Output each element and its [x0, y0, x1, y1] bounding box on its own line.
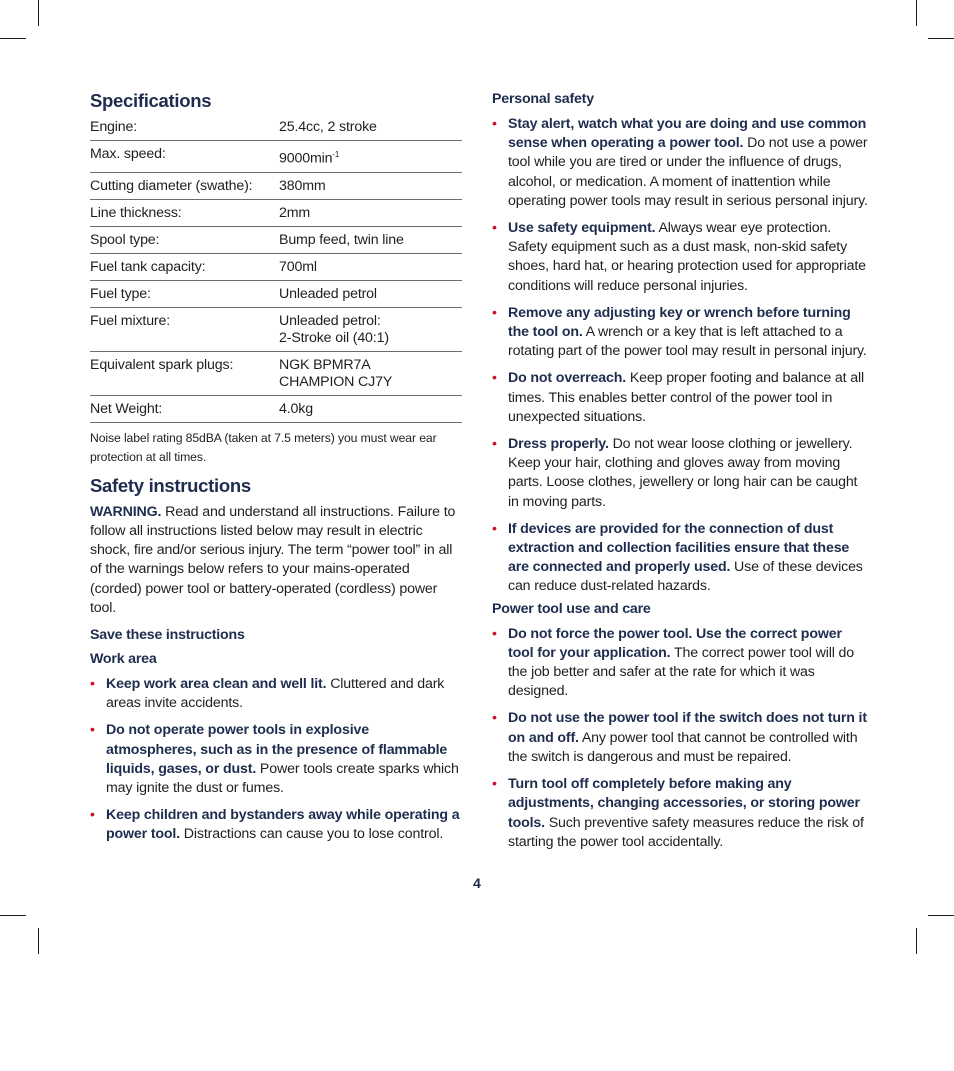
bullet-text	[508, 435, 870, 512]
bullet-body: Use of these devices can reduce dust-related hazards.	[508, 559, 863, 595]
bullet-item	[492, 219, 870, 296]
bullet-text	[508, 219, 870, 296]
bullet-item	[492, 304, 870, 362]
crop-mark	[0, 38, 26, 39]
spec-value	[279, 172, 462, 199]
bullet-bold-lead: If devices are provided for the connection of dust extraction and collection facilities ensure that these are connected and properly used.	[508, 520, 850, 576]
bullet-body: A wrench or a key that is left attached to a rotating part of the power tool may result in personal injury.	[508, 324, 867, 360]
spec-label: Net Weight:	[90, 395, 279, 422]
noise-note: Noise label rating 85dBA (taken at 7.5 meters) you must wear ear protection at all times.	[90, 430, 437, 464]
spec-row	[90, 280, 462, 307]
bullet-body: The correct power tool will do the job better and safer at the rate for which it was designed.	[508, 644, 854, 700]
spec-value	[279, 226, 462, 253]
spec-row	[90, 226, 462, 253]
crop-mark	[916, 928, 917, 954]
spec-row	[90, 141, 462, 173]
bullet-text	[508, 709, 870, 767]
bullet-text	[508, 625, 870, 702]
bullet-text	[508, 369, 870, 427]
spec-value	[279, 307, 462, 351]
bullet-text	[508, 520, 870, 597]
power-tool-use-list	[492, 625, 870, 852]
spec-value	[279, 395, 462, 422]
right-column	[492, 88, 870, 860]
bullet-bold-lead: Dress properly.	[508, 436, 609, 453]
spec-value-text: 25.4cc, 2 stroke	[279, 119, 377, 135]
bullet-bold-lead: Remove any adjusting key or wrench before turning the tool on.	[508, 304, 851, 341]
bullet-bold-lead: Do not use the power tool if the switch does not turn it on and off.	[508, 710, 867, 746]
warning-label: WARNING.	[90, 503, 162, 520]
work-area-heading: Work area	[90, 650, 157, 667]
spec-value	[279, 253, 462, 280]
spec-label: Fuel mixture:	[90, 307, 279, 351]
left-column	[90, 88, 462, 853]
personal-safety-heading: Personal safety	[492, 91, 594, 107]
bullet-body: Do not wear loose clothing or jewellery. Keep your hair, clothing and gloves away from moving parts. Loose clothes, jewellery or long hair can be caught in moving parts.	[508, 436, 858, 510]
bullet-item	[492, 775, 870, 852]
spec-row	[90, 307, 462, 351]
bullet-text	[106, 721, 462, 798]
bullet-bold-lead: Do not operate power tools in explosive atmospheres, such as in the presence of flammable liquids, gases, or dust.	[106, 722, 448, 777]
spec-value-text: 380mm	[279, 177, 326, 194]
spec-label: Line thickness:	[90, 199, 279, 226]
crop-mark	[928, 915, 954, 916]
spec-row	[90, 253, 462, 280]
power-tool-use-heading: Power tool use and care	[492, 600, 651, 617]
bullet-bold-lead: Turn tool off completely before making any adjustments, changing accessories, or storing power tools.	[508, 776, 860, 831]
spec-label: Equivalent spark plugs:	[90, 351, 279, 395]
bullet-body: Such preventive safety measures reduce the risk of starting the power tool accidentally.	[508, 814, 864, 850]
crop-mark	[916, 0, 917, 26]
spec-label: Cutting diameter (swathe):	[90, 172, 279, 199]
bullet-body: Keep proper footing and balance at all times. This enables better control of the power tool in unexpected situations.	[508, 370, 864, 425]
crop-mark	[38, 0, 39, 26]
spec-value-text: Bump feed, twin line	[279, 231, 404, 248]
bullet-body: Power tools create sparks which may ignite the dust or fumes.	[106, 760, 459, 796]
bullet-item	[90, 806, 462, 844]
personal-safety-list	[492, 115, 870, 597]
specifications-title: Specifications	[90, 90, 212, 111]
warning-text: Read and understand all instructions. Failure to follow all instructions listed below may result in electric shock, fire and/or serious injury. The term “power tool” in all of the warnings below refers to your mains-operated (corded) power tool or battery-operated (cordless) power tool.	[90, 503, 456, 616]
crop-mark	[0, 915, 26, 916]
spec-label: Max. speed:	[90, 141, 279, 173]
bullet-bold-lead: Keep children and bystanders away while operating a power tool.	[106, 807, 460, 843]
bullet-item	[90, 721, 462, 798]
spec-value-text: 9000min	[279, 150, 333, 167]
bullet-bold-lead: Do not force the power tool. Use the correct power tool for your application.	[508, 625, 842, 661]
bullet-body: Do not use a power tool while you are tired or under the influence of drugs, alcohol, or medication. A moment of inattention while operating power tools may result in serious personal injury.	[508, 135, 868, 209]
spec-label: Spool type:	[90, 226, 279, 253]
spec-value-text: 700ml	[279, 258, 317, 275]
spec-label: Fuel type:	[90, 280, 279, 307]
spec-value	[279, 118, 462, 141]
bullet-text	[508, 775, 870, 852]
bullet-item	[492, 520, 870, 597]
spec-row	[90, 395, 462, 422]
spec-row	[90, 172, 462, 199]
bullet-body: Distractions can cause you to lose control.	[180, 826, 444, 843]
bullet-body: Always wear eye protection. Safety equipment such as a dust mask, non-skid safety shoes, hard hat, or hearing protection used for appropriate conditions will reduce personal injuries.	[508, 220, 866, 294]
save-instructions-heading: Save these instructions	[90, 626, 245, 643]
crop-mark	[928, 38, 954, 39]
spec-value-text: 2mm	[279, 204, 311, 221]
safety-title: Safety instructions	[90, 474, 251, 496]
spec-value	[279, 199, 462, 226]
bullet-text	[106, 675, 462, 713]
bullet-text	[508, 115, 870, 211]
spec-row	[90, 351, 462, 395]
bullet-bold-lead: Stay alert, watch what you are doing and use common sense when operating a power tool.	[508, 116, 867, 152]
bullet-item	[90, 675, 462, 713]
spec-row	[90, 199, 462, 226]
bullet-bold-lead: Use safety equipment.	[508, 220, 656, 237]
specifications-table	[90, 118, 462, 423]
bullet-item	[492, 115, 870, 211]
bullet-item	[492, 709, 870, 767]
bullet-bold-lead: Do not overreach.	[508, 370, 627, 387]
spec-value-superscript: -1	[332, 150, 340, 159]
spec-label: Engine:	[90, 119, 138, 135]
crop-mark	[38, 928, 39, 954]
spec-value-line2: 2-Stroke oil (40:1)	[279, 329, 389, 346]
spec-value	[279, 141, 462, 173]
spec-value-text: Unleaded petrol	[279, 285, 377, 302]
bullet-body: Any power tool that cannot be controlled with the switch is dangerous and must be repaired.	[508, 729, 858, 765]
spec-value-text: 4.0kg	[279, 400, 313, 417]
bullet-bold-lead: Keep work area clean and well lit.	[106, 675, 327, 692]
bullet-body: Cluttered and dark areas invite accidents.	[106, 675, 445, 712]
bullet-item	[492, 435, 870, 512]
work-area-list	[90, 675, 462, 845]
bullet-text	[106, 806, 462, 844]
spec-value	[279, 351, 462, 395]
spec-value	[279, 280, 462, 307]
bullet-item	[492, 369, 870, 427]
spec-value-line2: CHAMPION CJ7Y	[279, 373, 393, 390]
page-number: 4	[473, 876, 481, 892]
bullet-item	[492, 625, 870, 702]
spec-label: Fuel tank capacity:	[90, 253, 279, 280]
spec-row	[90, 118, 462, 141]
spec-value-text: NGK BPMR7A	[279, 356, 371, 373]
warning-paragraph	[90, 503, 462, 618]
spec-value-text: Unleaded petrol:	[279, 312, 381, 329]
bullet-text	[508, 304, 870, 362]
